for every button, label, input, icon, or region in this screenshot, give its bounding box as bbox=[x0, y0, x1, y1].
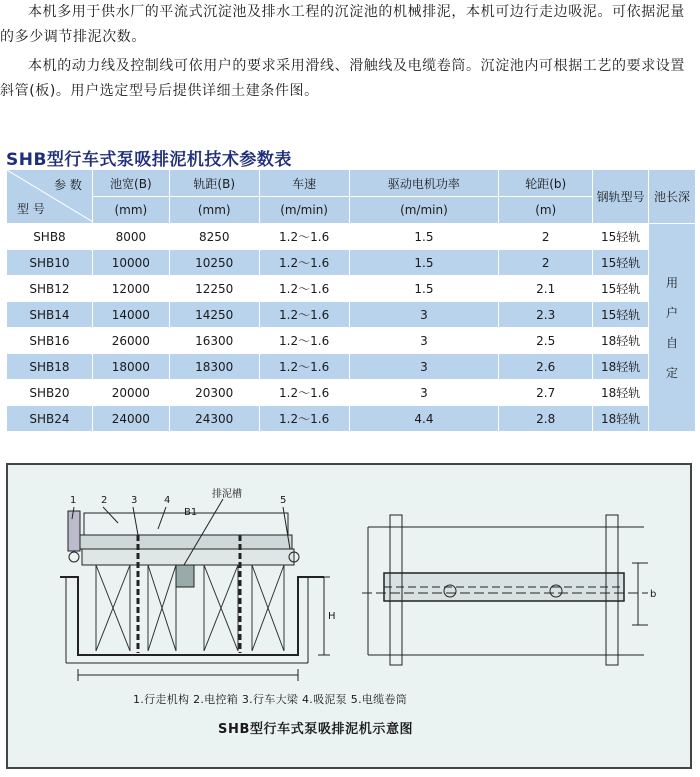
cell-rail: 15轻轨 bbox=[593, 276, 649, 302]
cell-width: 12000 bbox=[92, 276, 169, 302]
cell-model: SHB8 bbox=[7, 224, 93, 250]
header-cell: 池宽(B) bbox=[92, 170, 169, 197]
diagram-caption: SHB型行车式泵吸排泥机示意图 bbox=[218, 722, 414, 737]
cell-width: 24000 bbox=[92, 406, 169, 432]
cell-rail: 18轻轨 bbox=[593, 380, 649, 406]
header-cell: 钢轨型号 bbox=[593, 170, 649, 224]
cell-track: 8250 bbox=[169, 224, 259, 250]
unit-cell: (m/min) bbox=[259, 197, 349, 224]
table-title: SHB型行车式泵吸排泥机技术参数表 bbox=[6, 150, 292, 170]
cell-power: 3 bbox=[349, 302, 499, 328]
cell-speed: 1.2～1.6 bbox=[259, 302, 349, 328]
label-trough: 排泥槽 bbox=[212, 489, 242, 500]
cell-speed: 1.2～1.6 bbox=[259, 328, 349, 354]
intro-paragraph-2: 本机的动力线及控制线可依用户的要求采用滑线、滑触线及电缆卷筒。沉淀池内可根据工艺的要求设置斜管(板)。用户选定型号后提供详细土建条件图。 bbox=[0, 58, 685, 99]
label-1: 1 bbox=[70, 495, 77, 506]
unit-cell: (mm) bbox=[169, 197, 259, 224]
unit-cell: (m/min) bbox=[349, 197, 499, 224]
cell-track: 24300 bbox=[169, 406, 259, 432]
cell-track: 12250 bbox=[169, 276, 259, 302]
label-4: 4 bbox=[164, 495, 171, 506]
cell-width: 18000 bbox=[92, 354, 169, 380]
cell-model: SHB14 bbox=[7, 302, 93, 328]
cell-width: 26000 bbox=[92, 328, 169, 354]
param-model-header bbox=[7, 170, 93, 224]
cell-power: 4.4 bbox=[349, 406, 499, 432]
cell-rail: 18轻轨 bbox=[593, 406, 649, 432]
cell-width: 8000 bbox=[92, 224, 169, 250]
cell-track: 10250 bbox=[169, 250, 259, 276]
header-cell: 池长深 bbox=[649, 170, 696, 224]
cell-model: SHB18 bbox=[7, 354, 93, 380]
cell-speed: 1.2～1.6 bbox=[259, 250, 349, 276]
intro-paragraph-1: 本机多用于供水厂的平流式沉淀池及排水工程的沉淀池的机械排泥，本机可边行走边吸泥。可依据泥量的多少调节排泥次数。 bbox=[0, 4, 685, 45]
table-row bbox=[7, 302, 696, 328]
unit-cell: (mm) bbox=[92, 197, 169, 224]
cell-width: 20000 bbox=[92, 380, 169, 406]
table-row bbox=[7, 328, 696, 354]
label-b1: B1 bbox=[184, 507, 198, 518]
cell-model: SHB24 bbox=[7, 406, 93, 432]
cell-power: 3 bbox=[349, 380, 499, 406]
model-label: 型 号 bbox=[17, 202, 45, 216]
cell-rail: 15轻轨 bbox=[593, 302, 649, 328]
header-cell: 轮距(b) bbox=[499, 170, 593, 197]
depth-note-text: 用户自定 bbox=[666, 275, 679, 380]
cell-speed: 1.2～1.6 bbox=[259, 380, 349, 406]
cell-power: 1.5 bbox=[349, 224, 499, 250]
param-label: 参 数 bbox=[54, 178, 82, 192]
cell-wheel: 2.6 bbox=[499, 354, 593, 380]
cell-model: SHB20 bbox=[7, 380, 93, 406]
cell-speed: 1.2～1.6 bbox=[259, 224, 349, 250]
table-row bbox=[7, 406, 696, 432]
cell-width: 14000 bbox=[92, 302, 169, 328]
diagram-legend: 1.行走机构 2.电控箱 3.行车大梁 4.吸泥泵 5.电缆卷筒 bbox=[133, 693, 408, 706]
header-cell: 轨距(B) bbox=[169, 170, 259, 197]
label-5: 5 bbox=[280, 495, 287, 506]
cell-track: 20300 bbox=[169, 380, 259, 406]
cell-wheel: 2.5 bbox=[499, 328, 593, 354]
label-b: b bbox=[650, 589, 657, 600]
schematic-diagram bbox=[6, 463, 692, 769]
cell-wheel: 2.7 bbox=[499, 380, 593, 406]
cell-track: 18300 bbox=[169, 354, 259, 380]
cell-model: SHB10 bbox=[7, 250, 93, 276]
cell-width: 10000 bbox=[92, 250, 169, 276]
header-cell: 车速 bbox=[259, 170, 349, 197]
cell-speed: 1.2～1.6 bbox=[259, 276, 349, 302]
table-row bbox=[7, 276, 696, 302]
cell-wheel: 2.8 bbox=[499, 406, 593, 432]
cell-wheel: 2.1 bbox=[499, 276, 593, 302]
cell-model: SHB16 bbox=[7, 328, 93, 354]
table-row bbox=[7, 224, 696, 250]
label-3: 3 bbox=[131, 495, 138, 506]
spec-table bbox=[6, 169, 696, 432]
cell-wheel: 2 bbox=[499, 250, 593, 276]
depth-note bbox=[649, 224, 696, 432]
label-h: H bbox=[328, 611, 336, 622]
cell-rail: 18轻轨 bbox=[593, 328, 649, 354]
unit-cell: (m) bbox=[499, 197, 593, 224]
cell-speed: 1.2～1.6 bbox=[259, 354, 349, 380]
cell-speed: 1.2～1.6 bbox=[259, 406, 349, 432]
cell-power: 3 bbox=[349, 354, 499, 380]
cell-track: 16300 bbox=[169, 328, 259, 354]
intro-text bbox=[0, 0, 700, 104]
cell-rail: 15轻轨 bbox=[593, 224, 649, 250]
cell-power: 3 bbox=[349, 328, 499, 354]
cell-model: SHB12 bbox=[7, 276, 93, 302]
cell-wheel: 2 bbox=[499, 224, 593, 250]
label-2: 2 bbox=[101, 495, 108, 506]
cell-power: 1.5 bbox=[349, 276, 499, 302]
cell-track: 14250 bbox=[169, 302, 259, 328]
table-row bbox=[7, 354, 696, 380]
cell-power: 1.5 bbox=[349, 250, 499, 276]
table-row bbox=[7, 250, 696, 276]
cell-wheel: 2.3 bbox=[499, 302, 593, 328]
cell-rail: 18轻轨 bbox=[593, 354, 649, 380]
header-cell: 驱动电机功率 bbox=[349, 170, 499, 197]
table-row bbox=[7, 380, 696, 406]
cell-rail: 15轻轨 bbox=[593, 250, 649, 276]
